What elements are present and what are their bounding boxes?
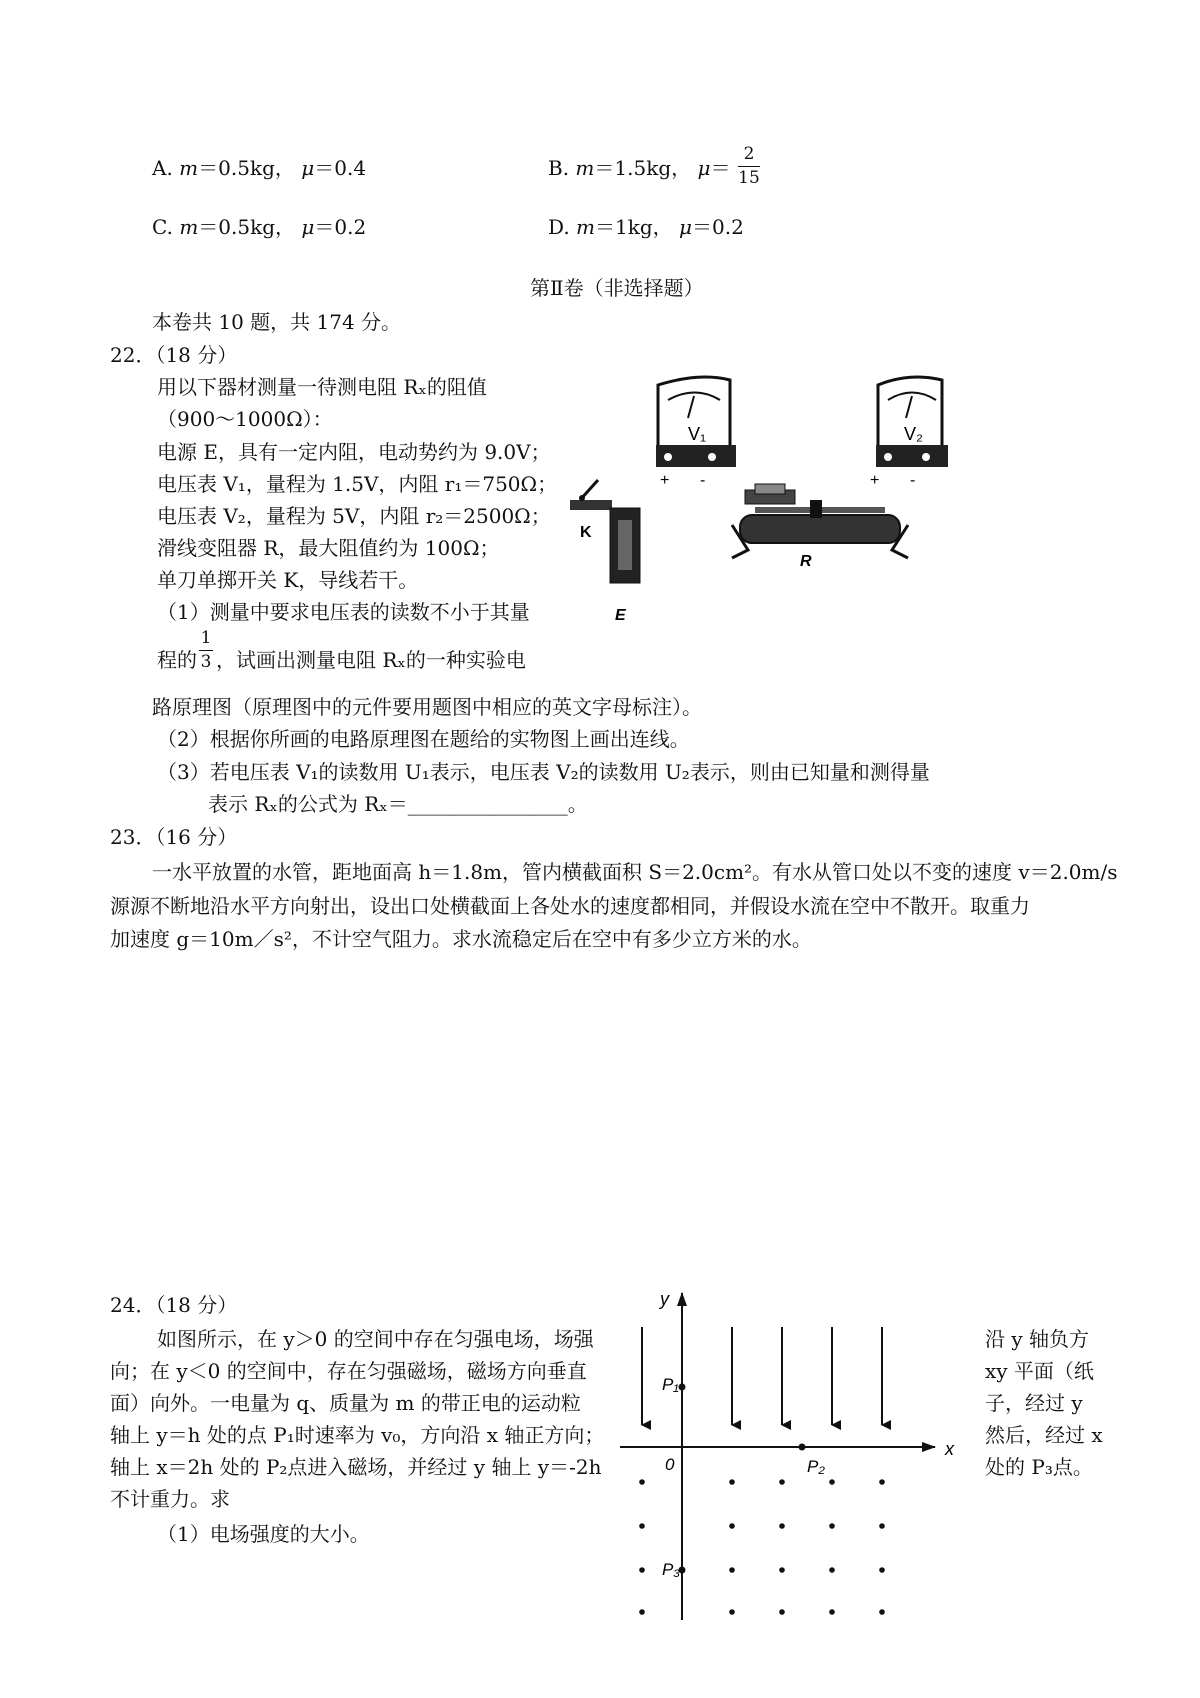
voltmeter-v2-icon: [870, 377, 948, 489]
q22-part3a: （3）若电压表 V₁的读数用 U₁表示，电压表 V₂的读数用 U₂表示，则由已知量和测得量: [157, 760, 930, 784]
q24-header: 24．（18 分）: [110, 1293, 238, 1317]
q24-field-diagram: [600, 1285, 970, 1635]
q24-right-line: 子，经过 y: [985, 1391, 1083, 1415]
r-label: R: [800, 553, 812, 570]
option-b-fraction: 2 15: [738, 144, 760, 188]
q24-line: 轴上 x＝2h 处的 P₂点进入磁场，并经过 y 轴上 y＝-2h: [110, 1455, 602, 1479]
q24-line: 如图所示，在 y＞0 的空间中存在匀强电场，场强: [157, 1327, 594, 1351]
q22-header: 22．（18 分）: [110, 343, 238, 367]
q22-part2: （2）根据你所画的电路原理图在题给的实物图上画出连线。: [157, 727, 690, 751]
q22-frac-post: ，试画出测量电阻 Rₓ的一种实验电: [216, 648, 526, 672]
q22-part3b: 表示 Rₓ的公式为 Rₓ＝________________。: [208, 792, 588, 816]
option-a: A. m＝0.5kg， μ＝0.4: [152, 156, 367, 180]
point-p1: [679, 1384, 686, 1391]
v2-label: V₂: [904, 424, 923, 444]
q22-line: 电源 E，具有一定内阻，电动势约为 9.0V；: [157, 440, 551, 464]
option-c: C. m＝0.5kg， μ＝0.2: [152, 215, 367, 239]
rheostat-r-icon: [732, 500, 908, 570]
section-intro: 本卷共 10 题，共 174 分。: [152, 310, 402, 334]
k-label: K: [580, 524, 592, 541]
q24-right-line: xy 平面（纸: [985, 1359, 1094, 1383]
q24-right-line: 沿 y 轴负方: [985, 1327, 1090, 1351]
switch-k-icon: [570, 480, 612, 541]
q24-right-line: 处的 P₃点。: [985, 1455, 1093, 1479]
v1-label: V₁: [688, 424, 707, 444]
q22-frac-pre: 程的: [157, 648, 197, 672]
q22-line: 路原理图（原理图中的元件要用题图中相应的英文字母标注）。: [152, 695, 702, 719]
q22-fraction: 1 3: [200, 628, 212, 672]
svg-text:-: -: [910, 472, 916, 489]
q24-line: 面）向外。一电量为 q、质量为 m 的带正电的运动粒: [110, 1391, 581, 1415]
option-b: B. m＝1.5kg， μ＝: [548, 156, 731, 180]
origin-label: 0: [665, 1455, 675, 1474]
voltmeter-v1-icon: [656, 377, 736, 489]
q24-right-line: 然后，经过 x: [985, 1423, 1103, 1447]
q22-line: 电压表 V₁，量程为 1.5V，内阻 r₁＝750Ω；: [157, 472, 558, 496]
q22-line: 用以下器材测量一待测电阻 Rₓ的阻值: [157, 375, 487, 399]
q24-line: 不计重力。求: [110, 1487, 230, 1511]
e-label: E: [615, 607, 626, 624]
svg-text:+: +: [870, 472, 880, 489]
q23-line: 一水平放置的水管，距地面高 h＝1.8m，管内横截面积 S＝2.0cm²。有水从管口处以不变的速度 v＝2.0m/s: [152, 860, 1118, 884]
magnetic-field-dots: [639, 1479, 885, 1615]
option-d: D. m＝1kg， μ＝0.2: [548, 215, 744, 239]
p2-label: P₂: [807, 1457, 825, 1476]
q22-line: （1）测量中要求电压表的读数不小于其量: [157, 600, 530, 624]
battery-e-icon: [610, 508, 640, 624]
x-axis-label: x: [945, 1439, 954, 1459]
q22-line: 滑线变阻器 R，最大阻值约为 100Ω；: [157, 536, 500, 560]
q22-apparatus-figure: [560, 360, 960, 650]
q22-line: 单刀单掷开关 K，导线若干。: [157, 568, 419, 592]
q23-line: 加速度 g＝10m／s²，不计空气阻力。求水流稳定后在空中有多少立方米的水。: [110, 927, 812, 951]
q24-line: 向；在 y＜0 的空间中，存在匀强磁场，磁场方向垂直: [110, 1359, 587, 1383]
section-title: 第Ⅱ卷（非选择题）: [530, 276, 704, 300]
q24-line: 轴上 y＝h 处的点 P₁时速率为 v₀，方向沿 x 轴正方向；: [110, 1423, 605, 1447]
q22-line: 电压表 V₂，量程为 5V，内阻 r₂＝2500Ω；: [157, 504, 551, 528]
p1-label: P₁: [662, 1375, 679, 1394]
p3-label: P₃: [662, 1560, 681, 1579]
svg-text:-: -: [700, 472, 706, 489]
point-p2: [799, 1444, 806, 1451]
svg-text:+: +: [660, 472, 670, 489]
q23-line: 源源不断地沿水平方向射出，设出口处横截面上各处水的速度都相同，并假设水流在空中不散开。取重力: [110, 894, 1030, 918]
y-axis-label: y: [660, 1289, 669, 1309]
q24-part1: （1）电场强度的大小。: [157, 1522, 370, 1546]
q22-line: （900～1000Ω）：: [157, 407, 333, 431]
q23-header: 23．（16 分）: [110, 825, 238, 849]
